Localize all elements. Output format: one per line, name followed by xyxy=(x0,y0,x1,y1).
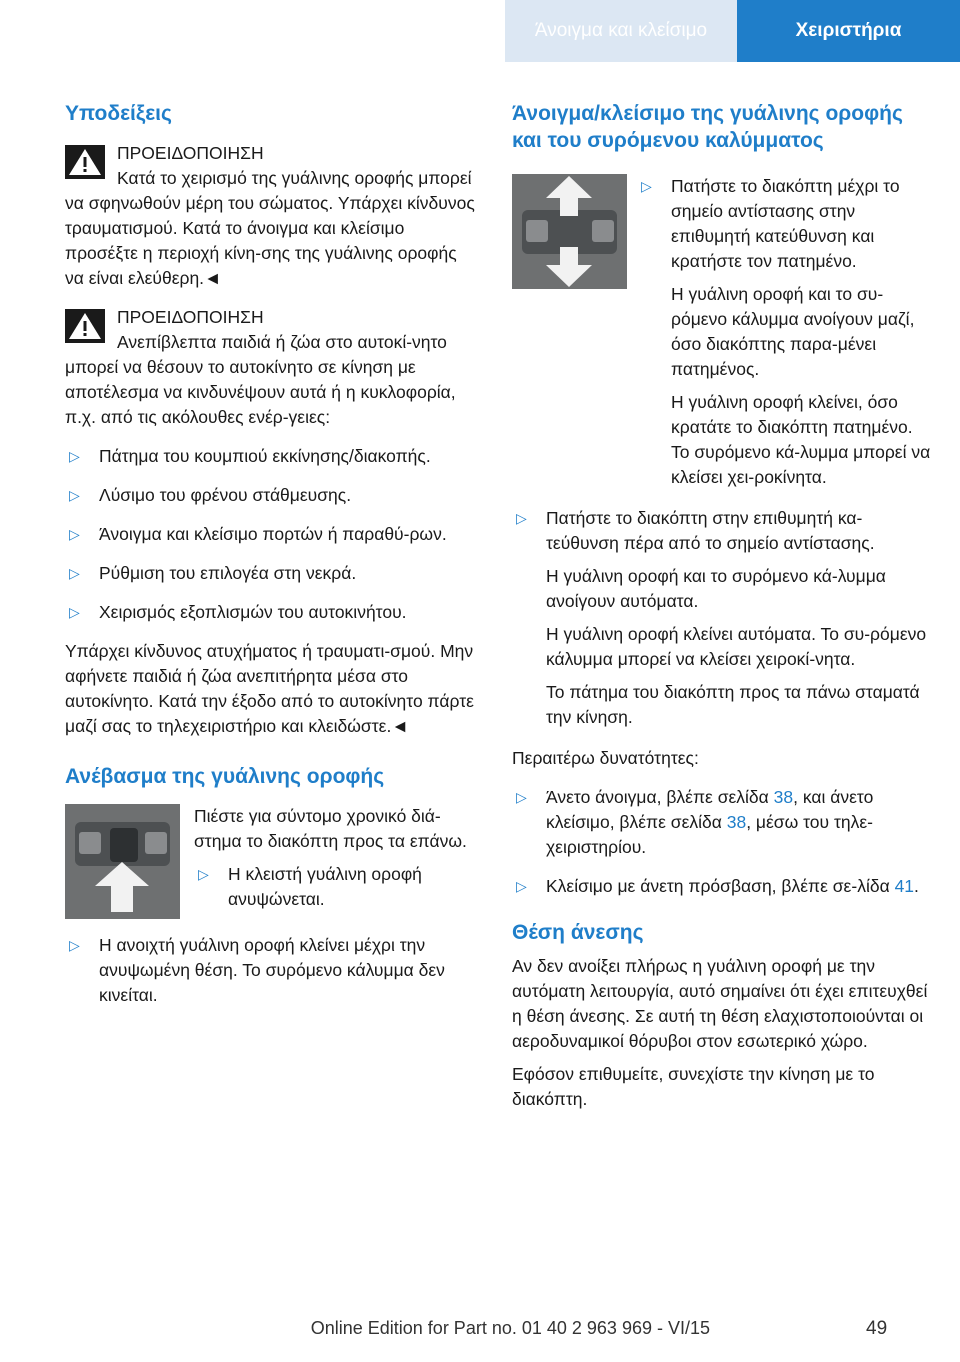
step2-para: Η γυάλινη οροφή κλείνει αυτόματα. Το συ-ρόμενο κάλυμμα μπορεί να κλείσει χειροκί-νητα. xyxy=(546,624,927,669)
comfort-para: Εφόσον επιθυμείτε, συνεχίστε την κίνηση με το διακόπτη. xyxy=(512,1064,875,1109)
list-item-text: Πατήστε το διακόπτη μέχρι το σημείο αντίστασης στην επιθυμητή κατεύθυνση και κρατήστε τον πατημένο. xyxy=(671,176,900,271)
warning-text: Ανεπίβλεπτα παιδιά ή ζώα στο αυτοκί-νητο μπορεί να θέσουν το αυτοκίνητο σε κίνηση με αποτέλεσμα να κινδυνέψουν αυτά ή η κυκλοφορία, π.χ. από τις ακόλουθες ενέρ-γειες: xyxy=(65,332,456,427)
triangle-bullet-icon: ▷ xyxy=(69,526,80,542)
footer-edition: Online Edition for Part no. 01 40 2 963 969 - VI/15 xyxy=(310,1318,710,1338)
triangle-bullet-icon: ▷ xyxy=(198,866,209,882)
list-item xyxy=(641,174,932,274)
list-item xyxy=(65,444,480,469)
list-item-text: Άνοιγμα και κλείσιμο πορτών ή παραθύ-ρων. xyxy=(99,524,447,544)
list-item-text: Η ανοιχτή γυάλινη οροφή κλείνει μέχρι την ανυψωμένη θέση. Το συρόμενο κάλυμμα δεν κινείται. xyxy=(99,935,445,1005)
warning-icon xyxy=(65,309,105,343)
triangle-bullet-icon: ▷ xyxy=(516,878,527,894)
switch-open-close-image xyxy=(512,174,627,289)
list-item xyxy=(194,862,480,912)
warning-icon xyxy=(65,145,105,179)
raise-instruction xyxy=(65,804,480,919)
roof-switch-both-icon xyxy=(512,174,627,289)
warning-block-1 xyxy=(65,141,480,291)
list-item-text: Χειρισμός εξοπλισμών του αυτοκινήτου. xyxy=(99,602,407,622)
triangle-bullet-icon: ▷ xyxy=(69,487,80,503)
triangle-bullet-icon: ▷ xyxy=(69,448,80,464)
list-item-text: Πατήστε το διακόπτη στην επιθυμητή κα-τεύθυνση πέρα από το σημείο αντίστασης. xyxy=(546,508,875,553)
raise-text: Πιέστε για σύντομο χρονικό διά-στημα το διακόπτη προς τα επάνω. xyxy=(194,806,467,851)
right-column xyxy=(512,100,932,1112)
header-section: Άνοιγμα και κλείσιμο xyxy=(505,0,737,62)
triangle-bullet-icon: ▷ xyxy=(69,604,80,620)
list-item-text: Λύσιμο του φρένου στάθμευσης. xyxy=(99,485,352,505)
page-link-38[interactable]: 38 xyxy=(726,812,747,832)
list-item xyxy=(512,874,932,899)
triangle-bullet-icon: ▷ xyxy=(69,937,80,953)
list-item xyxy=(65,561,480,586)
step1-para: Η γυάλινη οροφή και το συ-ρόμενο κάλυμμα ανοίγουν μαζί, όσο διακόπτης παρα-μένει πατημένος. xyxy=(671,284,915,379)
triangle-bullet-icon: ▷ xyxy=(69,565,80,581)
page-number: 49 xyxy=(866,1318,888,1339)
list-item-text: Άνετο άνοιγμα, βλέπε σελίδα 38, και άνετο κλείσιμο, βλέπε σελίδα 38, μέσω του τηλε-χειριστηρίου. xyxy=(546,787,874,857)
list-item xyxy=(65,522,480,547)
roof-switch-raise-icon xyxy=(65,804,180,919)
list-item-text: Κλείσιμο με άνετη πρόσβαση, βλέπε σε-λίδα 41. xyxy=(546,876,919,896)
list-item xyxy=(512,785,932,860)
warning-label: ΠΡΟΕΙΔΟΠΟΙΗΣΗ xyxy=(117,307,264,327)
heading-notes: Υποδείξεις xyxy=(65,102,172,125)
header-chapter: Χειριστήρια xyxy=(737,0,960,62)
heading-raise-roof: Ανέβασμα της γυάλινης οροφής xyxy=(65,765,385,788)
triangle-bullet-icon: ▷ xyxy=(641,178,652,194)
list-item xyxy=(512,506,932,556)
list-item xyxy=(65,600,480,625)
warning-label: ΠΡΟΕΙΔΟΠΟΙΗΣΗ xyxy=(117,143,264,163)
triangle-bullet-icon: ▷ xyxy=(516,510,527,526)
list-item xyxy=(65,483,480,508)
warning-text: Κατά το χειρισμό της γυάλινης οροφής μπορεί να σφηνωθούν μέρη του σώματος. Υπάρχει κίνδυνος τραυματισμού. Κατά το άνοιγμα και κλείσιμο προσέξτε η περιοχή κίνη-σης της γυάλινης οροφής να είναι ελεύθερη.◄ xyxy=(65,168,475,288)
heading-comfort-position: Θέση άνεσης xyxy=(512,921,644,944)
heading-open-close: Άνοιγμα/κλείσιμο της γυάλινης οροφής και του συρόμενου καλύμματος xyxy=(512,102,903,152)
triangle-bullet-icon: ▷ xyxy=(516,789,527,805)
warning-block-2 xyxy=(65,305,480,430)
list-item-text: Ρύθμιση του επιλογέα στη νεκρά. xyxy=(99,563,357,583)
warning-outro: Υπάρχει κίνδυνος ατυχήματος ή τραυματι-σμού. Μην αφήνετε παιδιά ή ζώα ανεπιτήρητα μέσα στο αυτοκίνητο. Κατά την έξοδο από το αυτοκίνητο πάρτε μαζί σας το τηλεχειριστήριο και κλειδώστε.◄ xyxy=(65,641,474,736)
open-close-instruction xyxy=(512,174,932,498)
step1-para: Η γυάλινη οροφή κλείνει, όσο κρατάτε το διακόπτη πατημένο. Το συρόμενο κά-λυμμα μπορεί να κλείσει χει-ροκίνητα. xyxy=(671,392,931,487)
list-item-text: Η κλειστή γυάλινη οροφή ανυψώνεται. xyxy=(228,864,422,909)
list-item-text: Πάτημα του κουμπιού εκκίνησης/διακοπής. xyxy=(99,446,431,466)
page-link-41[interactable]: 41 xyxy=(894,876,915,896)
switch-raise-image xyxy=(65,804,180,919)
step2-para: Το πάτημα του διακόπτη προς τα πάνω σταματά την κίνηση. xyxy=(546,682,920,727)
more-intro: Περαιτέρω δυνατότητες: xyxy=(512,748,699,768)
left-column xyxy=(65,100,480,1022)
comfort-para: Αν δεν ανοίξει πλήρως η γυάλινη οροφή με την αυτόματη λειτουργία, αυτό σημαίνει ότι έχει επιτευχθεί η θέση άνεσης. Σε αυτή τη θέση ελαχιστοποιούνται οι αεροδυναμικοί θόρυβοι στον εσωτερικό χώρο. xyxy=(512,956,928,1051)
list-item xyxy=(65,933,480,1008)
page-link-38[interactable]: 38 xyxy=(773,787,794,807)
step2-para: Η γυάλινη οροφή και το συρόμενο κά-λυμμα ανοίγουν αυτόματα. xyxy=(546,566,886,611)
